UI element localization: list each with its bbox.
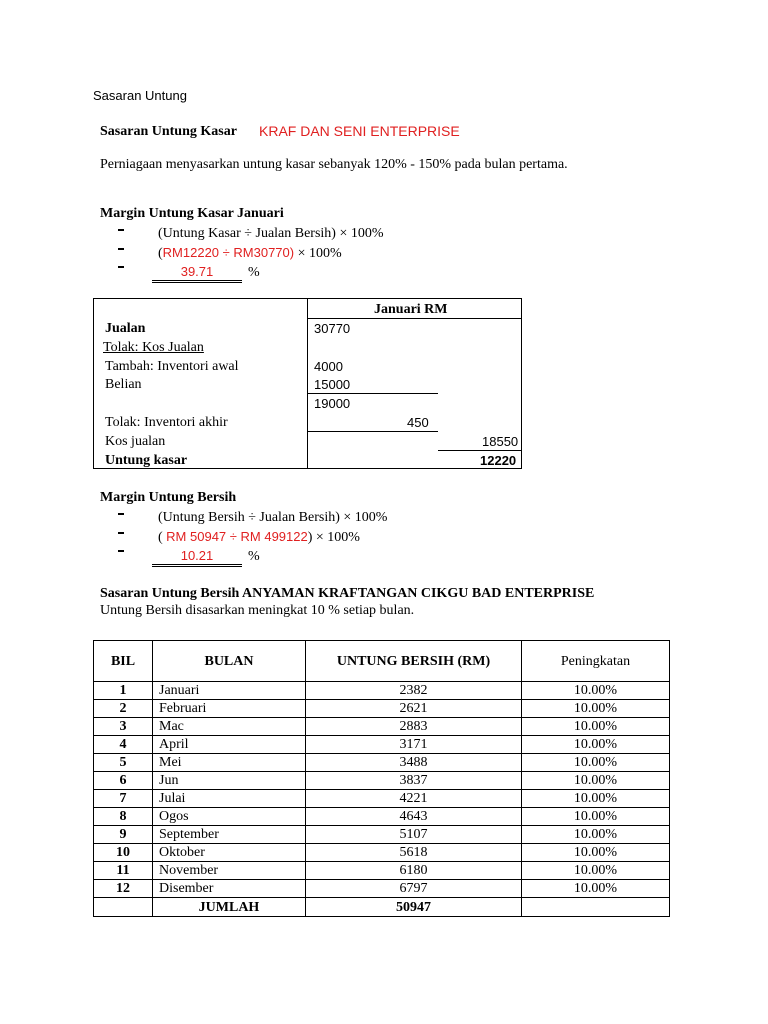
gross-margin-percent: % xyxy=(248,265,260,280)
value-closing-inventory: 450 xyxy=(407,415,429,430)
row-profit: 2621 xyxy=(306,700,522,718)
row-profit: 6797 xyxy=(306,880,522,898)
table-total-row xyxy=(94,898,670,917)
document-heading: Sasaran Untung xyxy=(93,88,187,103)
row-increase: 10.00% xyxy=(522,880,670,898)
row-month: Mac xyxy=(153,718,306,736)
gross-target-company: KRAF DAN SENI ENTERPRISE xyxy=(259,123,460,139)
table-row xyxy=(94,772,670,790)
bullet-dash xyxy=(118,550,124,552)
row-profit: 6180 xyxy=(306,862,522,880)
header-untung-bersih: UNTUNG BERSIH (RM) xyxy=(306,641,522,682)
table-row xyxy=(94,754,670,772)
row-increase: 10.00% xyxy=(522,844,670,862)
table-row xyxy=(94,790,670,808)
net-margin-percent: % xyxy=(248,549,260,564)
value-gross-profit: 12220 xyxy=(480,453,517,468)
row-increase: 10.00% xyxy=(522,826,670,844)
value-opening-inventory: 4000 xyxy=(314,359,343,374)
table-row xyxy=(94,826,670,844)
row-increase: 10.00% xyxy=(522,682,670,700)
net-margin-formula: (Untung Bersih ÷ Jualan Bersih) × 100% xyxy=(158,510,388,525)
income-table-header: Januari RM xyxy=(374,302,448,317)
value-cost-of-sales: 18550 xyxy=(482,434,519,449)
row-increase: 10.00% xyxy=(522,718,670,736)
bullet-dash xyxy=(118,532,124,534)
row-month: November xyxy=(153,862,306,880)
label-less-cost: Tolak: Kos Jualan xyxy=(103,340,204,355)
row-number: 6 xyxy=(94,772,153,790)
bullet-dash xyxy=(118,513,124,515)
total-label: JUMLAH xyxy=(153,898,306,917)
row-increase: 10.00% xyxy=(522,736,670,754)
net-margin-title: Margin Untung Bersih xyxy=(100,490,237,505)
row-profit: 5107 xyxy=(306,826,522,844)
income-statement-table xyxy=(93,298,522,469)
gross-margin-values-red: RM12220 ÷ RM30770) xyxy=(162,245,295,260)
row-number: 7 xyxy=(94,790,153,808)
value-purchases: 15000 xyxy=(314,377,351,392)
gross-margin-values xyxy=(158,244,342,262)
value-subtotal: 19000 xyxy=(314,396,351,411)
bullet-dash xyxy=(118,229,124,231)
gross-target-title: Sasaran Untung Kasar xyxy=(100,124,237,139)
table-row xyxy=(94,682,670,700)
row-number: 10 xyxy=(94,844,153,862)
row-number: 4 xyxy=(94,736,153,754)
row-month: Januari xyxy=(153,682,306,700)
net-margin-values-red: RM 50947 ÷ RM 499122 xyxy=(166,529,308,544)
net-profit-table xyxy=(93,640,670,917)
row-number: 2 xyxy=(94,700,153,718)
row-increase: 10.00% xyxy=(522,754,670,772)
table-row xyxy=(94,880,670,898)
row-profit: 3837 xyxy=(306,772,522,790)
bullet-dash xyxy=(118,266,124,268)
row-month: Mei xyxy=(153,754,306,772)
label-purchases: Belian xyxy=(105,377,142,392)
header-bil: BIL xyxy=(94,641,153,682)
row-month: Julai xyxy=(153,790,306,808)
table-divider xyxy=(307,299,308,468)
gross-margin-result: 39.71 xyxy=(152,264,242,283)
row-profit: 3171 xyxy=(306,736,522,754)
row-profit: 2883 xyxy=(306,718,522,736)
gross-target-description: Perniagaan menyasarkan untung kasar sebanyak 120% - 150% pada bulan pertama. xyxy=(100,157,568,172)
total-value: 50947 xyxy=(306,898,522,917)
row-increase: 10.00% xyxy=(522,700,670,718)
row-profit: 5618 xyxy=(306,844,522,862)
label-add-opening: Tambah: Inventori awal xyxy=(105,359,239,374)
paren-open: ( xyxy=(158,530,167,545)
row-number: 5 xyxy=(94,754,153,772)
row-number: 3 xyxy=(94,718,153,736)
table-row xyxy=(94,844,670,862)
table-row xyxy=(94,736,670,754)
row-increase: 10.00% xyxy=(522,790,670,808)
cost-line xyxy=(438,450,521,451)
row-increase: 10.00% xyxy=(522,862,670,880)
table-row xyxy=(94,808,670,826)
header-bulan: BULAN xyxy=(153,641,306,682)
total-empty-cell xyxy=(522,898,670,917)
closing-line xyxy=(307,431,438,432)
row-month: Oktober xyxy=(153,844,306,862)
label-less-closing: Tolak: Inventori akhir xyxy=(105,415,228,430)
value-sales: 30770 xyxy=(314,321,351,336)
gross-margin-title: Margin Untung Kasar Januari xyxy=(100,206,284,221)
row-number: 8 xyxy=(94,808,153,826)
net-margin-values xyxy=(158,528,360,546)
table-row xyxy=(94,862,670,880)
label-cost-of-sales: Kos jualan xyxy=(105,434,166,449)
row-profit: 4221 xyxy=(306,790,522,808)
row-increase: 10.00% xyxy=(522,808,670,826)
row-month: April xyxy=(153,736,306,754)
net-margin-values-rest: ) × 100% xyxy=(307,530,360,545)
table-divider xyxy=(307,318,521,319)
paren-open: ( xyxy=(158,246,163,261)
table-row xyxy=(94,718,670,736)
row-profit: 3488 xyxy=(306,754,522,772)
subtotal-line xyxy=(307,393,438,394)
header-peningkatan: Peningkatan xyxy=(522,641,670,682)
row-month: September xyxy=(153,826,306,844)
label-sales: Jualan xyxy=(105,321,146,336)
total-empty-cell xyxy=(94,898,153,917)
row-number: 9 xyxy=(94,826,153,844)
row-increase: 10.00% xyxy=(522,772,670,790)
row-profit: 2382 xyxy=(306,682,522,700)
label-gross-profit: Untung kasar xyxy=(105,453,188,468)
row-month: Februari xyxy=(153,700,306,718)
table-row xyxy=(94,700,670,718)
bullet-dash xyxy=(118,248,124,250)
row-number: 11 xyxy=(94,862,153,880)
row-month: Jun xyxy=(153,772,306,790)
row-profit: 4643 xyxy=(306,808,522,826)
row-number: 12 xyxy=(94,880,153,898)
net-target-description: Untung Bersih disasarkan meningkat 10 % setiap bulan. xyxy=(100,603,415,618)
net-margin-result: 10.21 xyxy=(152,548,242,567)
table-header-row xyxy=(94,641,670,682)
row-number: 1 xyxy=(94,682,153,700)
row-month: Ogos xyxy=(153,808,306,826)
gross-margin-formula: (Untung Kasar ÷ Jualan Bersih) × 100% xyxy=(158,226,384,241)
gross-margin-values-rest: × 100% xyxy=(294,246,342,261)
net-target-title: Sasaran Untung Bersih ANYAMAN KRAFTANGAN CIKGU BAD ENTERPRISE xyxy=(100,586,595,601)
row-month: Disember xyxy=(153,880,306,898)
